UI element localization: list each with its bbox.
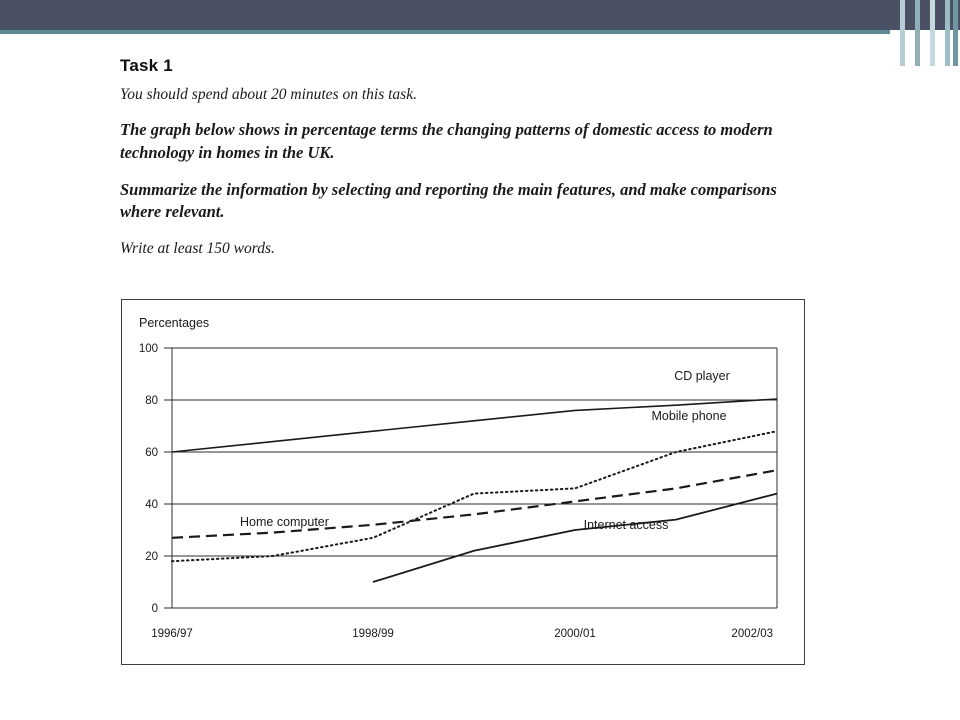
- header-bar-3: [937, 0, 942, 30]
- chart-axes: [164, 348, 777, 608]
- series-line-mobile-phone: [172, 431, 777, 561]
- header-bar-1: [953, 0, 958, 66]
- header-bar-8: [900, 0, 905, 66]
- chart-container: [121, 299, 805, 665]
- y-tick-label: 40: [145, 499, 158, 511]
- header-bar-9: [892, 0, 897, 30]
- header-bar-5: [922, 0, 927, 30]
- y-tick-label: 20: [145, 551, 158, 563]
- series-line-internet-access: [373, 494, 777, 582]
- x-tick-label: 2002/03: [731, 628, 773, 640]
- x-tick-label: 2000/01: [554, 628, 596, 640]
- slide-header-accent-rule: [0, 30, 890, 34]
- series-line-cd-player: [172, 399, 777, 452]
- task-instruction: Summarize the information by selecting and reporting the main features, and make comparisons where relevant.: [120, 179, 777, 222]
- chart-y-tick-labels: [139, 343, 158, 615]
- task-word-count-note: Write at least 150 words.: [120, 239, 275, 257]
- header-decorative-bars: [890, 0, 960, 66]
- page-title: Task 1: [120, 56, 173, 75]
- task-text-block: [120, 56, 820, 259]
- chart-axis-title: Percentages: [139, 316, 210, 330]
- series-label-internet-access: Internet access: [583, 518, 669, 532]
- task-time-instruction: You should spend about 20 minutes on this task.: [120, 86, 417, 103]
- chart-x-tick-labels: [151, 628, 773, 640]
- header-bar-6: [915, 0, 920, 66]
- y-tick-label: 80: [145, 395, 158, 407]
- task-prompt: The graph below shows in percentage terms the changing patterns of domestic access to modern technology in homes in the UK.: [120, 120, 773, 162]
- header-bar-4: [930, 0, 935, 66]
- header-bar-7: [907, 0, 912, 30]
- line-chart: [122, 300, 806, 666]
- y-tick-label: 0: [151, 603, 158, 615]
- chart-gridlines: [172, 348, 777, 608]
- series-label-mobile-phone: Mobile phone: [651, 409, 727, 423]
- series-label-cd-player: CD player: [674, 369, 730, 383]
- x-tick-label: 1998/99: [352, 628, 394, 640]
- y-tick-label: 60: [145, 447, 158, 459]
- y-tick-label: 100: [138, 343, 158, 355]
- header-bar-2: [945, 0, 950, 66]
- series-label-home-computer: Home computer: [240, 515, 329, 529]
- slide-header-band: [0, 0, 960, 30]
- x-tick-label: 1996/97: [151, 628, 193, 640]
